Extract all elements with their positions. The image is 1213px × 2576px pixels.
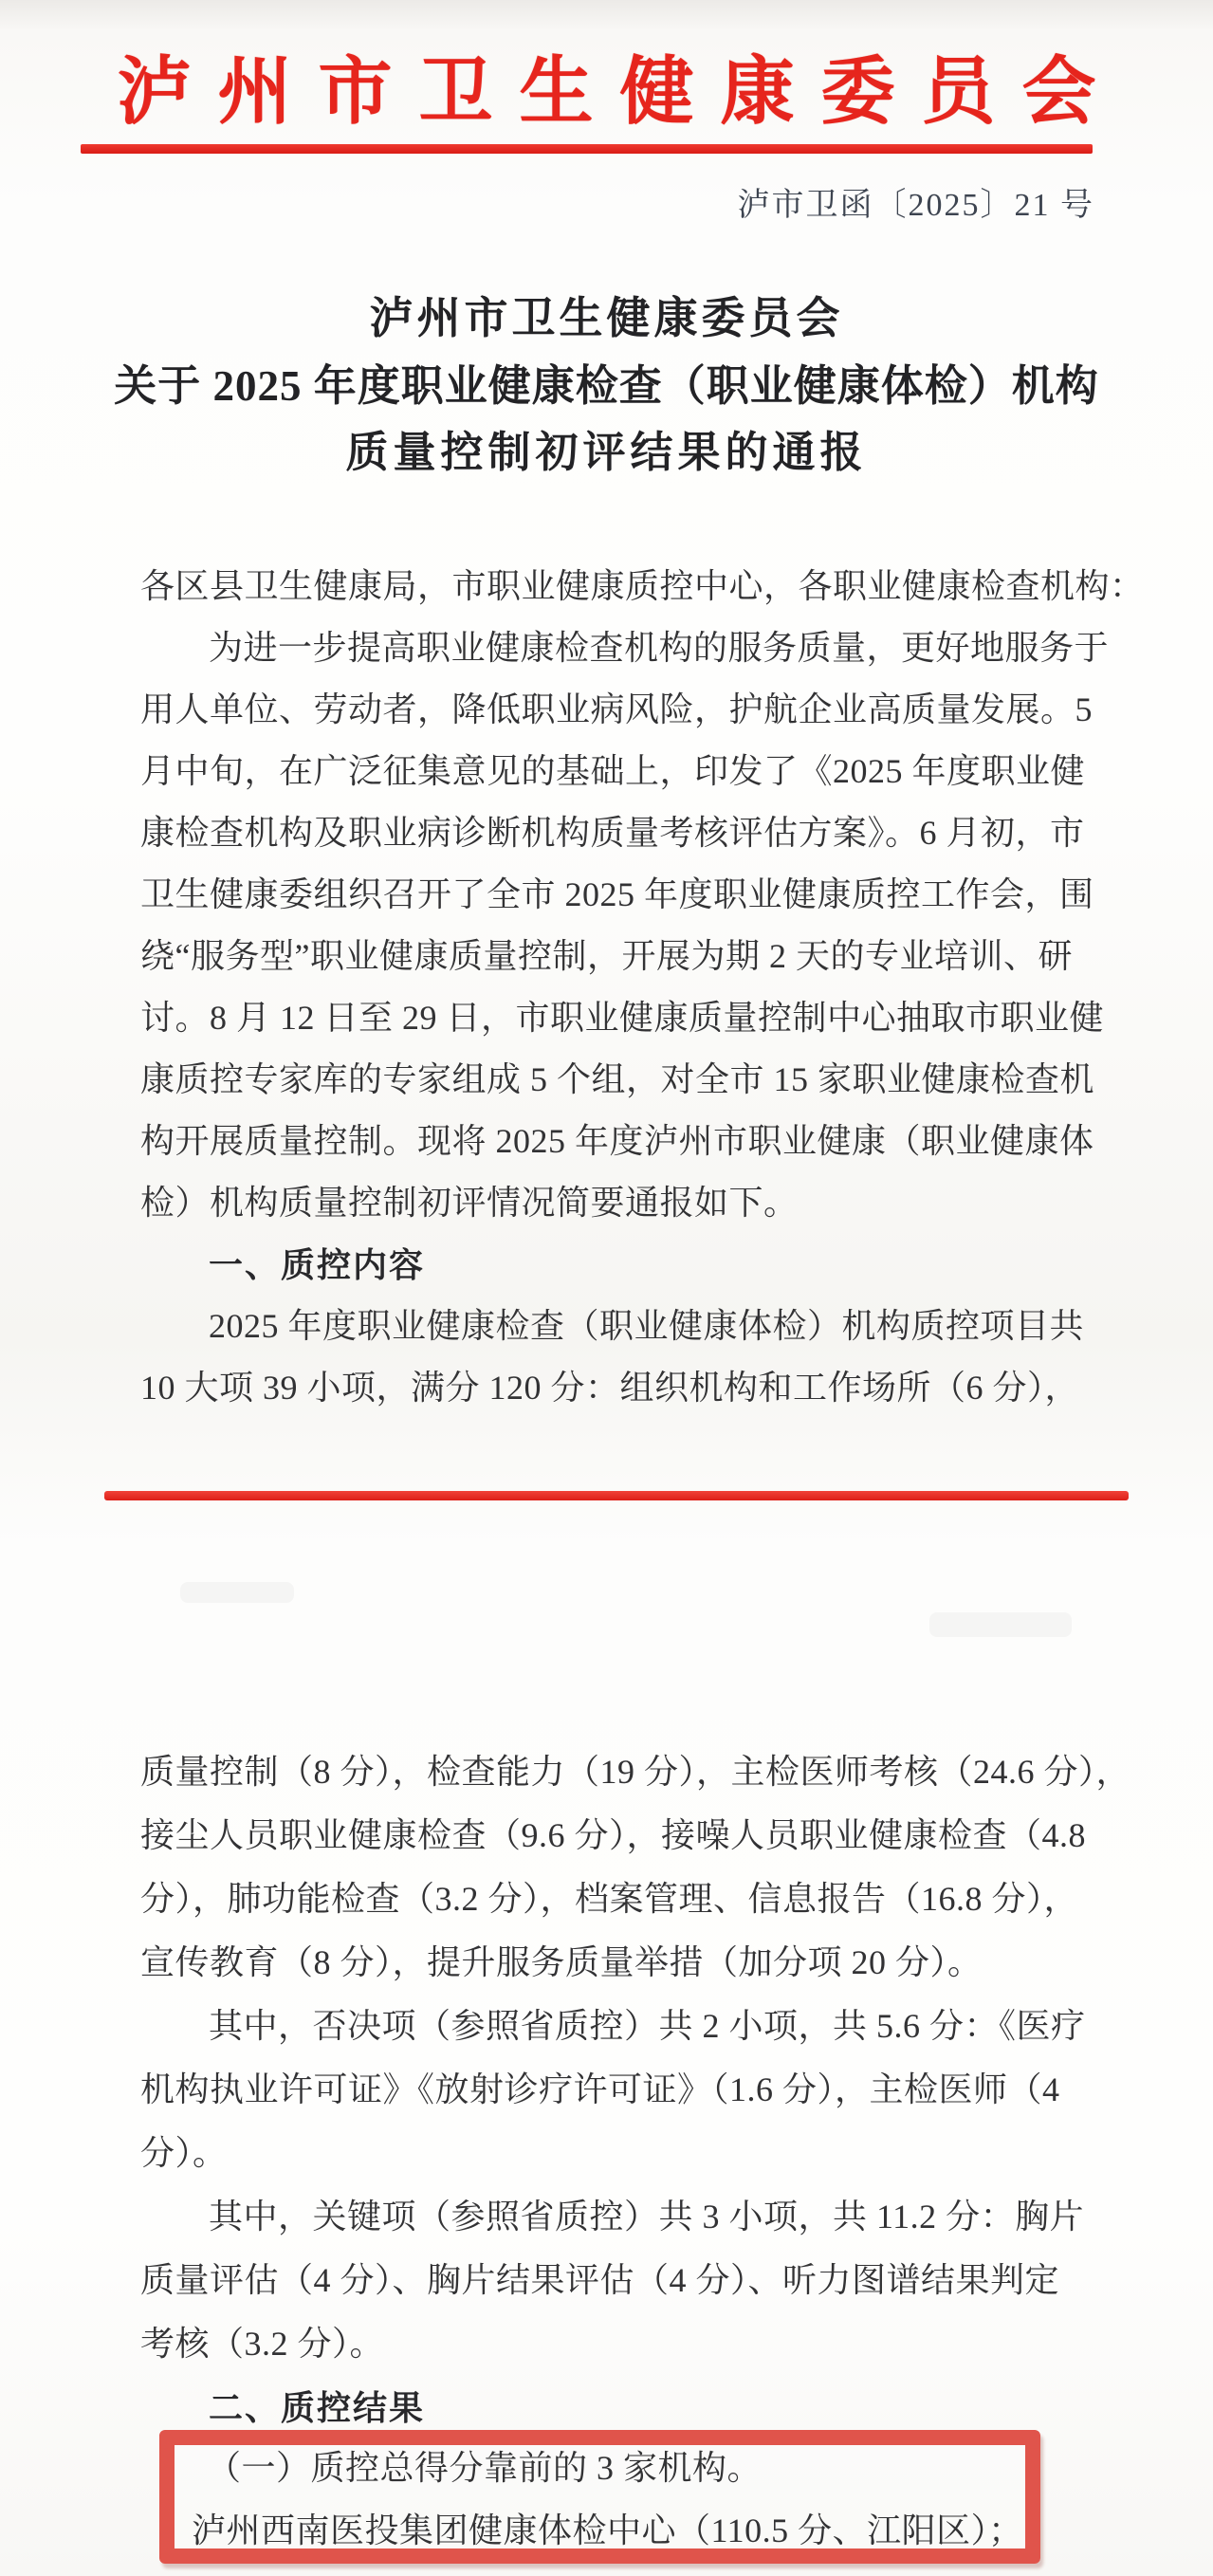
body-line: 质量评估（4 分）、胸片结果评估（4 分）、听力图谱结果判定 bbox=[140, 2261, 1060, 2299]
body-line: 绕“服务型”职业健康质量控制，开展为期 2 天的专业培训、研 bbox=[140, 937, 1073, 975]
body-line: 2025 年度职业健康检查（职业健康体检）机构质控项目共 bbox=[209, 1307, 1085, 1345]
body-line: 康检查机构及职业病诊断机构质量考核评估方案》。6 月初，市 bbox=[140, 814, 1085, 852]
doc-number: 泸市卫函〔2025〕21 号 bbox=[737, 188, 1094, 223]
body-line: 检）机构质量控制初评情况简要通报如下。 bbox=[140, 1184, 799, 1222]
body-line: 康质控专家库的专家组成 5 个组，对全市 15 家职业健康检查机 bbox=[140, 1060, 1095, 1098]
body-line: 质量控制（8 分），检查能力（19 分），主检医师考核（24.6 分）， bbox=[140, 1753, 1131, 1791]
body-line: 其中，否决项（参照省质控）共 2 小项，共 5.6 分：《医疗 bbox=[209, 2007, 1086, 2045]
doc-title-line-1: 泸州市卫生健康委员会 bbox=[369, 294, 844, 342]
body-line: 其中，关键项（参照省质控）共 3 小项，共 11.2 分：胸片 bbox=[209, 2198, 1085, 2236]
body-line: 用人单位、劳动者，降低职业病风险，护航企业高质量发展。5 bbox=[140, 690, 1094, 728]
body-line: 接尘人员职业健康检查（9.6 分），接噪人员职业健康检查（4.8 bbox=[140, 1816, 1087, 1854]
section-heading-1: 一、质控内容 bbox=[209, 1245, 426, 1284]
body-line: 卫生健康委组织召开了全市 2025 年度职业健康质控工作会，围 bbox=[140, 875, 1094, 913]
body-line: 考核（3.2 分）。 bbox=[140, 2325, 385, 2363]
highlight-line-1: （一）质控总得分靠前的 3 家机构。 bbox=[207, 2449, 763, 2487]
scan-smudge bbox=[180, 1582, 294, 1603]
body-line: 月中旬，在广泛征集意见的基础上，印发了《2025 年度职业健 bbox=[140, 752, 1086, 790]
body-line: 为进一步提高职业健康检查机构的服务质量，更好地服务于 bbox=[209, 629, 1110, 667]
doc-title-line-2: 关于 2025 年度职业健康检查（职业健康体检）机构 bbox=[114, 362, 1099, 410]
body-line: 分）。 bbox=[140, 2134, 228, 2172]
page-divider-rule bbox=[104, 1491, 1129, 1500]
body-line: 10 大项 39 小项，满分 120 分：组织机构和工作场所（6 分）， bbox=[140, 1369, 1080, 1407]
doc-title bbox=[0, 285, 1213, 486]
body-line: 讨。8 月 12 日至 29 日，市职业健康质量控制中心抽取市职业健 bbox=[140, 999, 1105, 1037]
page-1-body bbox=[140, 556, 1145, 1419]
highlight-line-2: 泸州西南医投集团健康体检中心（110.5 分、江阳区）； bbox=[192, 2512, 1023, 2549]
masthead-agency-title: 泸州市卫生健康委员会 bbox=[117, 50, 1123, 133]
body-line: 构开展质量控制。现将 2025 年度泸州市职业健康（职业健康体 bbox=[140, 1122, 1094, 1160]
body-line: 分），肺功能检查（3.2 分），档案管理、信息报告（16.8 分）， bbox=[140, 1880, 1079, 1918]
body-line: 宣传教育（8 分），提升服务质量举措（加分项 20 分）。 bbox=[140, 1943, 983, 1981]
doc-title-line-3: 质量控制初评结果的通报 bbox=[345, 429, 868, 476]
scan-smudge bbox=[929, 1612, 1072, 1637]
page-2-body bbox=[140, 1740, 1131, 2439]
masthead-rule bbox=[81, 144, 1093, 154]
section-heading-2: 二、质控结果 bbox=[209, 2388, 426, 2427]
body-line: 机构执业许可证》《放射诊疗许可证》（1.6 分），主检医师（4 bbox=[140, 2070, 1060, 2108]
salutation-line: 各区县卫生健康局，市职业健康质控中心，各职业健康检查机构： bbox=[140, 567, 1145, 605]
